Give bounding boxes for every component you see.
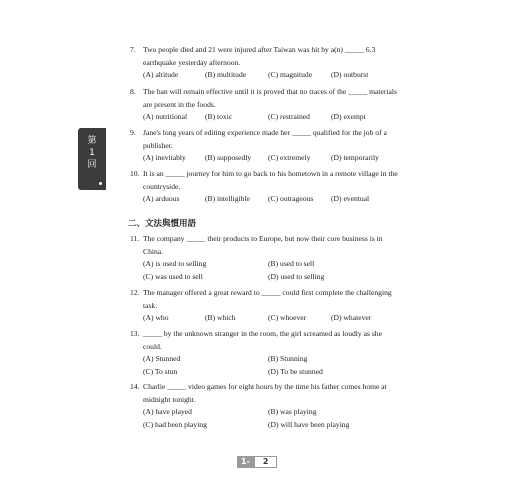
option-d[interactable]: (D) outburst — [331, 70, 369, 80]
option-d[interactable]: (D) whatever — [331, 313, 372, 323]
question-text: The ban will remain effective until it is proved that no traces of the _____ materials are present in the foods. — [143, 87, 397, 109]
question-text: Charlie _____ video games for eight hours by the time his father comes home at midnight tonight. — [143, 382, 387, 404]
option-d[interactable]: (D) temporarily — [331, 153, 379, 163]
option-c[interactable]: (C) magnitude — [268, 70, 313, 80]
option-d[interactable]: (D) will have been playing — [268, 419, 350, 429]
options-row — [143, 419, 400, 432]
option-b[interactable]: (B) was playing — [268, 407, 317, 417]
question-number: 13. — [130, 329, 140, 338]
option-d[interactable]: (D) To be stunned — [268, 366, 323, 376]
option-b[interactable]: (B) used to sell — [268, 259, 315, 269]
options-row — [143, 353, 400, 366]
option-b[interactable]: (B) which — [205, 313, 236, 323]
option-a[interactable]: (A) altitude — [143, 70, 179, 80]
option-b[interactable]: (B) Stunning — [268, 354, 308, 364]
question-number: 9. — [130, 128, 136, 137]
option-c[interactable]: (C) restrained — [268, 112, 310, 122]
option-b[interactable]: (B) multitude — [205, 70, 247, 80]
question-text: The company _____ their products to Europe, but now their core business is in China. — [143, 234, 383, 256]
option-d[interactable]: (D) exempt — [331, 112, 366, 122]
question-14 — [130, 381, 400, 431]
chapter-side-tab — [78, 128, 106, 190]
options-row — [143, 406, 400, 419]
page-number-label: 2 — [254, 456, 278, 468]
options-row — [143, 258, 400, 271]
option-a[interactable]: (A) arduous — [143, 194, 180, 204]
question-11 — [130, 233, 400, 283]
question-number: 7. — [130, 45, 136, 54]
option-c[interactable]: (C) outrageous — [268, 194, 314, 204]
option-d[interactable]: (D) used to selling — [268, 271, 325, 281]
question-7 — [130, 44, 400, 82]
options-row — [143, 193, 400, 206]
side-tab-char-2: 1 — [89, 148, 95, 158]
question-text: _____ by the unknown stranger in the room, the girl screamed as loudly as she could. — [143, 329, 382, 351]
options-row — [143, 366, 400, 379]
page-number — [237, 456, 277, 468]
option-d[interactable]: (D) eventual — [331, 194, 370, 204]
options-row — [143, 111, 400, 124]
option-c[interactable]: (C) had been playing — [143, 419, 207, 429]
side-tab-char-1: 第 — [87, 136, 97, 146]
option-c[interactable]: (C) To stun — [143, 366, 178, 376]
question-text: It is an _____ journey for him to go back to his hometown in a remote village in the countryside. — [143, 169, 398, 191]
question-text: Jane's long years of editing experience made her _____ qualified for the job of a publisher. — [143, 128, 387, 150]
question-9 — [130, 127, 400, 165]
question-8 — [130, 86, 400, 124]
page-section-label: 1- — [237, 456, 254, 468]
options-row — [143, 152, 400, 165]
options-row — [143, 312, 400, 325]
question-12 — [130, 287, 400, 325]
options-row — [143, 271, 400, 284]
option-a[interactable]: (A) who — [143, 313, 169, 323]
option-a[interactable]: (A) inevitably — [143, 153, 186, 163]
side-tab-dot-icon — [99, 182, 102, 185]
option-b[interactable]: (B) toxic — [205, 112, 233, 122]
option-a[interactable]: (A) have played — [143, 407, 192, 417]
option-c[interactable]: (C) was used to sell — [143, 271, 203, 281]
question-text: Two people died and 21 were injured after Taiwan was hit by a(n) _____ 6.3 earthquake yesterday afternoon. — [143, 45, 376, 67]
question-number: 8. — [130, 87, 136, 96]
side-tab-char-3: 回 — [87, 160, 97, 170]
question-number: 11. — [130, 234, 140, 243]
option-b[interactable]: (B) supposedly — [205, 153, 252, 163]
question-text: The manager offered a great reward to _____ could first complete the challenging task. — [143, 288, 392, 310]
question-number: 14. — [130, 382, 140, 391]
options-row — [143, 69, 400, 82]
option-c[interactable]: (C) whoever — [268, 313, 307, 323]
option-b[interactable]: (B) intelligible — [205, 194, 250, 204]
question-13 — [130, 328, 400, 378]
section-title: 二、文法與慣用語 — [128, 219, 197, 229]
option-c[interactable]: (C) extremely — [268, 153, 311, 163]
question-number: 10. — [130, 169, 140, 178]
option-a[interactable]: (A) is used to selling — [143, 259, 207, 269]
option-a[interactable]: (A) nutritional — [143, 112, 188, 122]
option-a[interactable]: (A) Stunned — [143, 354, 181, 364]
question-10 — [130, 168, 400, 206]
question-number: 12. — [130, 288, 140, 297]
